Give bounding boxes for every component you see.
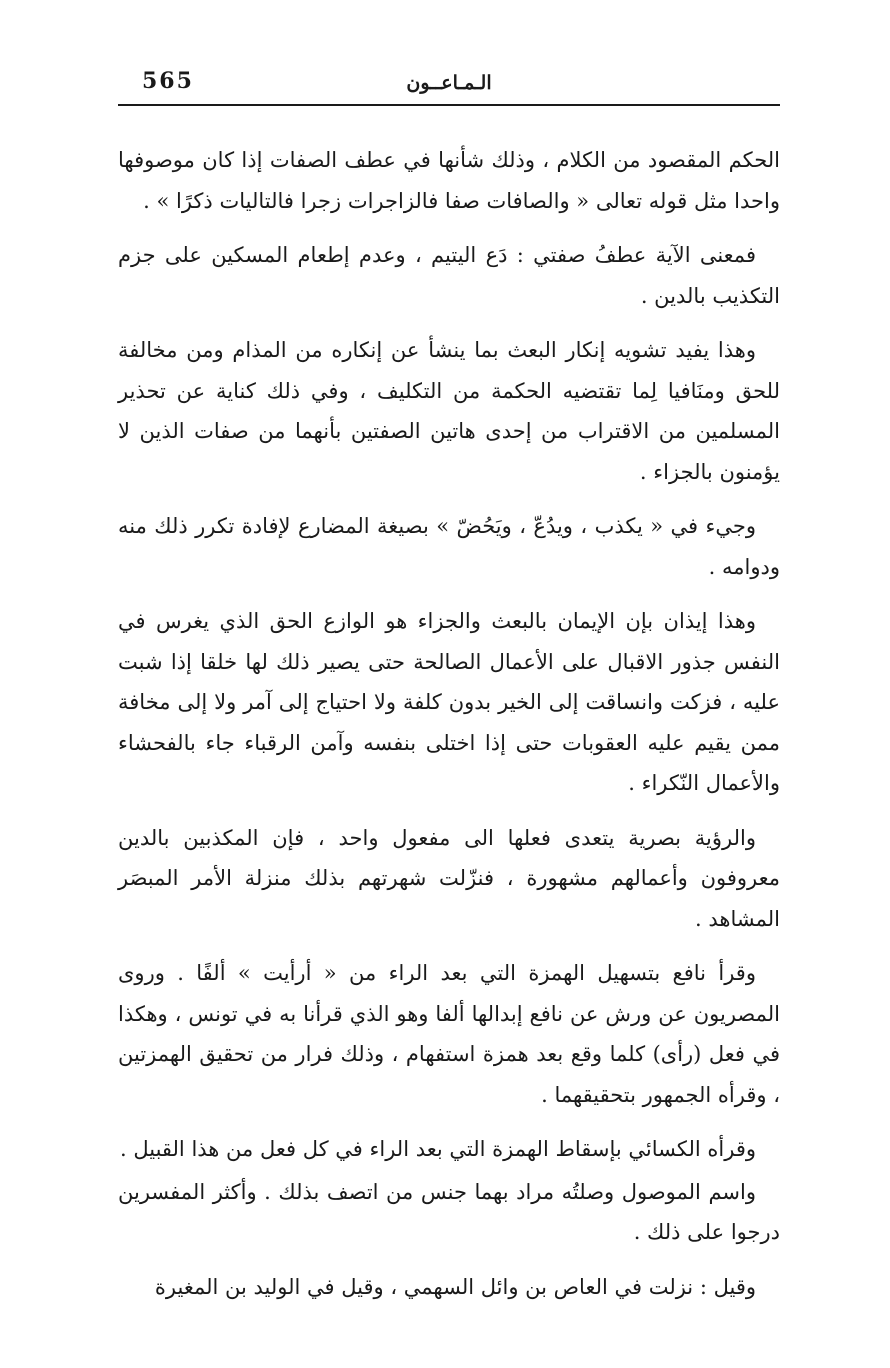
page-body — [118, 140, 780, 1321]
paragraph-6: والرؤية بصرية يتعدى فعلها الى مفعول واحد ، فإن المكذبين بالدين معروفون وأعمالهم مشهورة ، فنزّلت شهرتهم بذلك منزلة الأمر المبصَر المشاهد . — [118, 825, 780, 931]
paragraph-9: واسم الموصول وصلتُه مراد بهما جنس من اتصف بذلك . وأكثر المفسرين درجوا على ذلك . — [118, 1179, 780, 1244]
page-number: 565 — [142, 68, 194, 94]
paragraph-8: وقرأه الكسائي بإسقاط الهمزة التي بعد الراء في كل فعل من هذا القبيل . — [119, 1137, 756, 1161]
paragraph-1: الحكم المقصود من الكلام ، وذلك شأنها في عطف الصفات إذا كان موصوفها واحدا مثل قوله تعالى « والصافات صفا فالزاجرات زجرا فالتاليات ذكرًا » . — [118, 148, 780, 213]
paragraph-4: وجيء في « يكذب ، ويدُعّ ، ويَحُضّ » بصيغة المضارع لإفادة تكرر ذلك منه ودوامه . — [118, 514, 780, 579]
page-header — [118, 62, 780, 106]
paragraph-5: وهذا إيذان بإن الإيمان بالبعث والجزاء هو الوازع الحق الذي يغرس في النفس جذور الاقبال على الأعمال الصالحة حتى يصير ذلك لها خلقا إذا شبت عليه ، فزكت وانساقت إلى الخير بدون كلفة ولا احتياج إلى آمر ولا إلى مخافة ممن يقيم عليه العقوبات حتى إذا اختلى بنفسه وآمن الرقباء جاء بالفحشاء والأعمال النّكراء . — [118, 609, 780, 795]
running-title: الـمـاعــون — [406, 72, 492, 94]
paragraph-10: وقيل : نزلت في العاص بن وائل السهمي ، وقيل في الوليد بن المغيرة — [154, 1274, 756, 1299]
paragraph-2: فمعنى الآية عطفُ صفتي : دَع اليتيم ، وعدم إطعام المسكين على جزم التكذيب بالدين . — [118, 243, 780, 308]
paragraph-3: وهذا يفيد تشويه إنكار البعث بما ينشأ عن إنكاره من المذام ومن مخالفة للحق ومنَافيا لِما تقتضيه الحكمة من التكليف ، وفي ذلك كناية عن تحذير المسلمين من الاقتراب من إحدى هاتين الصفتين بأنهما من صفات الذين لا يؤمنون بالجزاء . — [118, 338, 780, 484]
paragraph-7: وقرأ نافع بتسهيل الهمزة التي بعد الراء من « أرأيت » ألفًا . وروى المصريون عن ورش عن نافع إبدالها ألفا وهو الذي قرأنا به في تونس ، وهكذا في فعل (رأى) كلما وقع بعد همزة استفهام ، وذلك فرار من تحقيق الهمزتين ، وقرأه الجمهور بتحقيقهما . — [118, 961, 780, 1107]
